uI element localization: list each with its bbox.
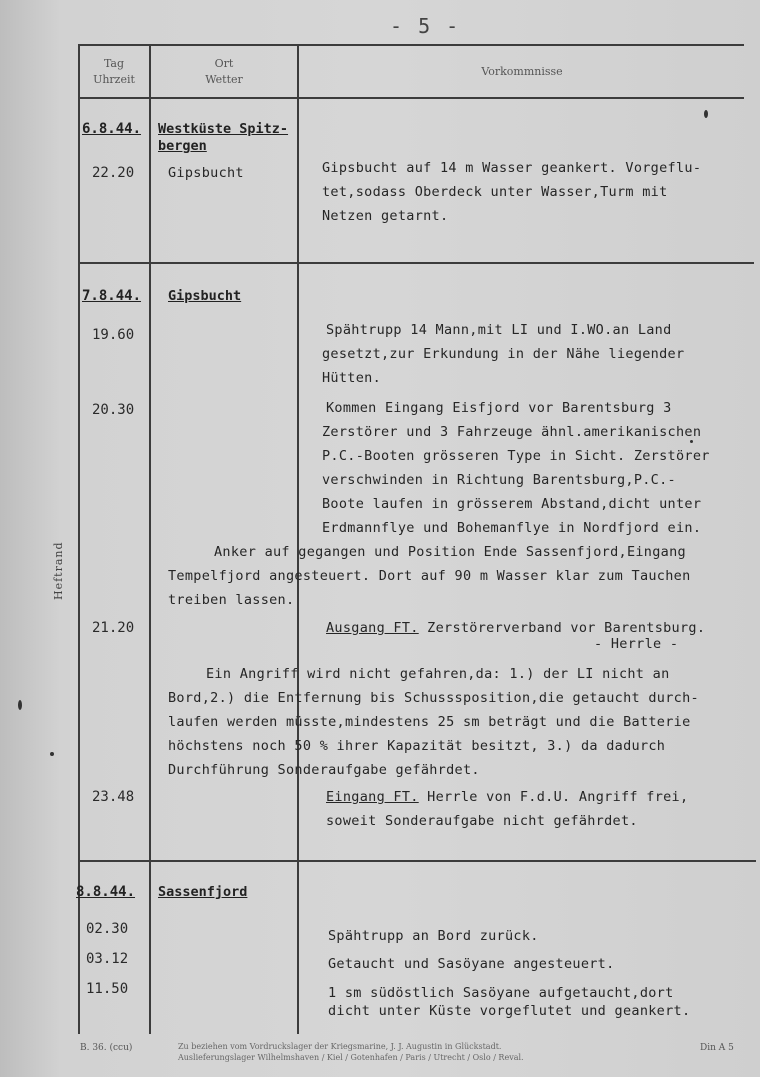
footer-line-1: Zu beziehen vom Vordruckslager der Kriegsmarine, J. J. Augustin in Glückstadt. [178,1042,502,1051]
ft-text: Herrle von F.d.U. Angriff frei, [427,789,689,805]
form-size: Din A 5 [700,1043,734,1053]
scan-speck [704,110,708,118]
time-label: 03.12 [86,951,129,967]
header-col1-line1: Tag [103,57,125,70]
entry-line: 1 sm südöstlich Sasöyane aufgetaucht,dort [328,985,674,1001]
header-col1 [80,56,148,88]
ft-label: Ausgang FT. [326,620,419,636]
margin-label: Heftrand [52,541,65,600]
header-col2-line1: Ort [214,57,234,70]
entry-line: Netzen getarnt. [322,208,449,224]
entry-line-wide: Tempelfjord angesteuert. Dort auf 90 m Wasser klar zum Tauchen [168,568,691,584]
entry-line: Kommen Eingang Eisfjord vor Barentsburg 3 [326,400,672,416]
column-divider-2 [297,44,299,1034]
entry-line: Hütten. [322,370,381,386]
ft-entry [326,789,688,805]
time-label: 21.20 [92,620,135,636]
time-label: 22.20 [92,165,135,181]
entry-line: tet,sodass Oberdeck unter Wasser,Turm mit [322,184,668,200]
entry-line-wide: höchstens noch 50 % ihrer Kapazität besitzt, 3.) da dadurch [168,738,666,754]
time-label: 23.48 [92,789,135,805]
date-label: 6.8.44. [82,121,142,137]
entry-line-wide: Ein Angriff wird nicht gefahren,da: 1.) der LI nicht an [206,666,670,682]
entry-line-wide: Bord,2.) die Entfernung bis Schusssposition,die getaucht durch- [168,690,699,706]
entry-line: gesetzt,zur Erkundung in der Nähe liegender [322,346,685,362]
header-col3: Vorkommnisse [481,65,563,78]
date-label: 8.8.44. [76,884,136,900]
ft-entry [326,620,705,636]
place-label: Sassenfjord [158,884,248,900]
place-label-line2: bergen [158,138,207,154]
entry-line: Spähtrupp 14 Mann,mit LI und I.WO.an Land [326,322,672,338]
entry-line-wide: Durchführung Sonderaufgabe gefährdet. [168,762,480,778]
column-divider-1 [149,44,151,1034]
location-text: Gipsbucht [168,165,244,181]
scan-speck [18,700,22,710]
entry-line: Boote laufen in grösserem Abstand,dicht unter [322,496,702,512]
signature: - Herrle - [594,636,679,652]
entry-line: Gipsbucht auf 14 m Wasser geankert. Vorgeflu- [322,160,702,176]
header-col2-line2: Wetter [205,73,243,86]
scan-speck [690,440,693,443]
footer-line-2: Auslieferungslager Wilhelmshaven / Kiel / Gotenhafen / Paris / Utrecht / Oslo / Reval. [178,1053,524,1062]
entry-line: verschwinden in Richtung Barentsburg,P.C.- [322,472,676,488]
ft-text: Zerstörerverband vor Barentsburg. [427,620,706,636]
ft-label: Eingang FT. [326,789,419,805]
entry-line: P.C.-Booten grösseren Type in Sicht. Zerstörer [322,448,710,464]
time-label: 11.50 [86,981,129,997]
header-divider [78,97,744,99]
header-col2 [152,56,296,88]
time-label: 19.60 [92,327,135,343]
date-label: 7.8.44. [82,288,142,304]
entry-line: dicht unter Küste vorgeflutet und geankert. [328,1003,691,1019]
entry-line-wide: laufen werden müsste,mindestens 25 sm beträgt und die Batterie [168,714,691,730]
table-top-border [78,44,744,46]
entry-line: Getaucht und Sasöyane angesteuert. [328,956,615,972]
entry-line: Spähtrupp an Bord zurück. [328,928,539,944]
entry-line-wide: treiben lassen. [168,592,295,608]
place-label: Gipsbucht [168,288,242,304]
page-number: - 5 - [390,14,461,38]
section-divider-1 [78,262,754,264]
form-code: B. 36. (ccu) [80,1043,133,1053]
section-divider-2 [78,860,756,862]
scan-speck [50,752,54,756]
entry-line: Erdmannflye und Bohemanflye in Nordfjord ein. [322,520,702,536]
time-label: 02.30 [86,921,129,937]
entry-line-wide: Anker auf gegangen und Position Ende Sassenfjord,Eingang [214,544,686,560]
time-label: 20.30 [92,402,135,418]
place-label: Westküste Spitz- [158,121,289,137]
header-col1-line2: Uhrzeit [93,73,135,86]
entry-line: Zerstörer und 3 Fahrzeuge ähnl.amerikanischen [322,424,702,440]
entry-line: soweit Sonderaufgabe nicht gefährdet. [326,813,638,829]
